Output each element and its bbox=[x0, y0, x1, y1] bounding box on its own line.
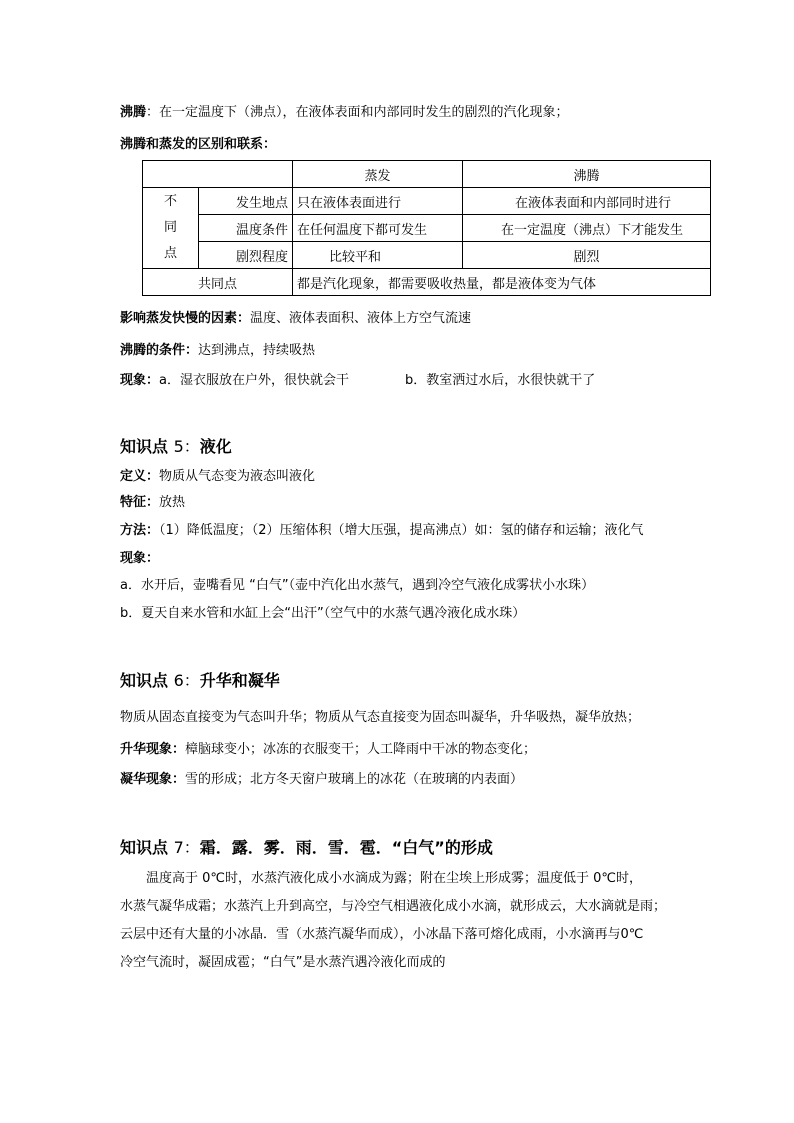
boiling-definition: 沸腾：在一定温度下（沸点），在液体表面和内部同时发生的剧烈的汽化现象； bbox=[120, 105, 569, 120]
boiling-conditions: 沸腾的条件：达到沸点，持续吸热 bbox=[120, 343, 316, 358]
header-evaporation: 蒸发 bbox=[293, 161, 463, 188]
paragraph-line: 温度高于 0℃时，水蒸汽液化成小水滴成为露；附在尘埃上形成雾；温度低于 0℃时， bbox=[146, 871, 643, 886]
table-row-common: 共同点 都是汽化现象，都需要吸收热量，都是液体变为气体 bbox=[143, 269, 711, 296]
sublimation-phenomena: 升华现象：樟脑球变小；冰冻的衣服变干；人工降雨中干冰的物态变化； bbox=[120, 742, 537, 757]
section-7-title: 知识点 7：霜．露．雾．雨．雪．雹．“白气”的形成 bbox=[120, 838, 493, 857]
header-boiling: 沸腾 bbox=[463, 161, 711, 188]
paragraph-line: 水蒸气凝华成霜；水蒸汽上升到高空，与冷空气相遇液化成小水滴，就形成云，大水滴就是雨； bbox=[120, 899, 667, 914]
table-row: 温度条件 在任何温度下都可发生 在一定温度（沸点）下才能发生 bbox=[143, 215, 711, 242]
section-5-title: 知识点 5：液化 bbox=[120, 437, 232, 456]
section-6-title: 知识点 6：升华和凝华 bbox=[120, 671, 280, 690]
liquefaction-methods: 方法：（1）降低温度；（2）压缩体积（增大压强，提高沸点）如：氢的储存和运输；液化气 bbox=[120, 523, 644, 538]
liquefaction-phenomenon-a: a．水开后，壶嘴看见 “白气”（壶中汽化出水蒸气，遇到冷空气液化成雾状小水珠） bbox=[120, 578, 595, 593]
evaporation-phenomenon-b: b．教室洒过水后，水很快就干了 bbox=[405, 373, 596, 388]
table-header-row bbox=[143, 161, 711, 188]
difference-cell: 不 同 点 bbox=[143, 188, 199, 269]
liquefaction-phenomena-label: 现象： bbox=[120, 551, 160, 566]
table-row: 剧烈程度 比较平和 剧烈 bbox=[143, 242, 711, 269]
deposition-phenomena: 凝华现象：雪的形成；北方冬天窗户玻璃上的冰花（在玻璃的内表面） bbox=[120, 772, 524, 787]
evaporation-factors: 影响蒸发快慢的因素：温度、液体表面积、液体上方空气流速 bbox=[120, 311, 472, 326]
sublimation-definition: 物质从固态直接变为气态叫升华；物质从气态直接变为固态叫凝华，升华吸热，凝华放热； bbox=[120, 710, 641, 725]
liquefaction-definition: 定义：物质从气态变为液态叫液化 bbox=[120, 469, 316, 484]
comparison-table bbox=[142, 160, 711, 296]
liquefaction-phenomenon-b: b．夏天自来水管和水缸上会“出汗”（空气中的水蒸气遇冷液化成水珠） bbox=[120, 606, 526, 621]
table-row: 不 同 点 发生地点 只在液体表面进行 在液体表面和内部同时进行 bbox=[143, 188, 711, 215]
compare-heading: 沸腾和蒸发的区别和联系： bbox=[120, 137, 277, 152]
liquefaction-feature: 特征：放热 bbox=[120, 495, 186, 510]
paragraph-line: 云层中还有大量的小冰晶．雪（水蒸汽凝华而成），小冰晶下落可熔化成雨，小水滴再与0℃ bbox=[120, 927, 644, 942]
paragraph-line: 冷空气流时，凝固成雹；“白气”是水蒸汽遇冷液化而成的 bbox=[120, 955, 446, 970]
evaporation-phenomena: 现象：a．湿衣服放在户外，很快就会干 bbox=[120, 373, 349, 388]
